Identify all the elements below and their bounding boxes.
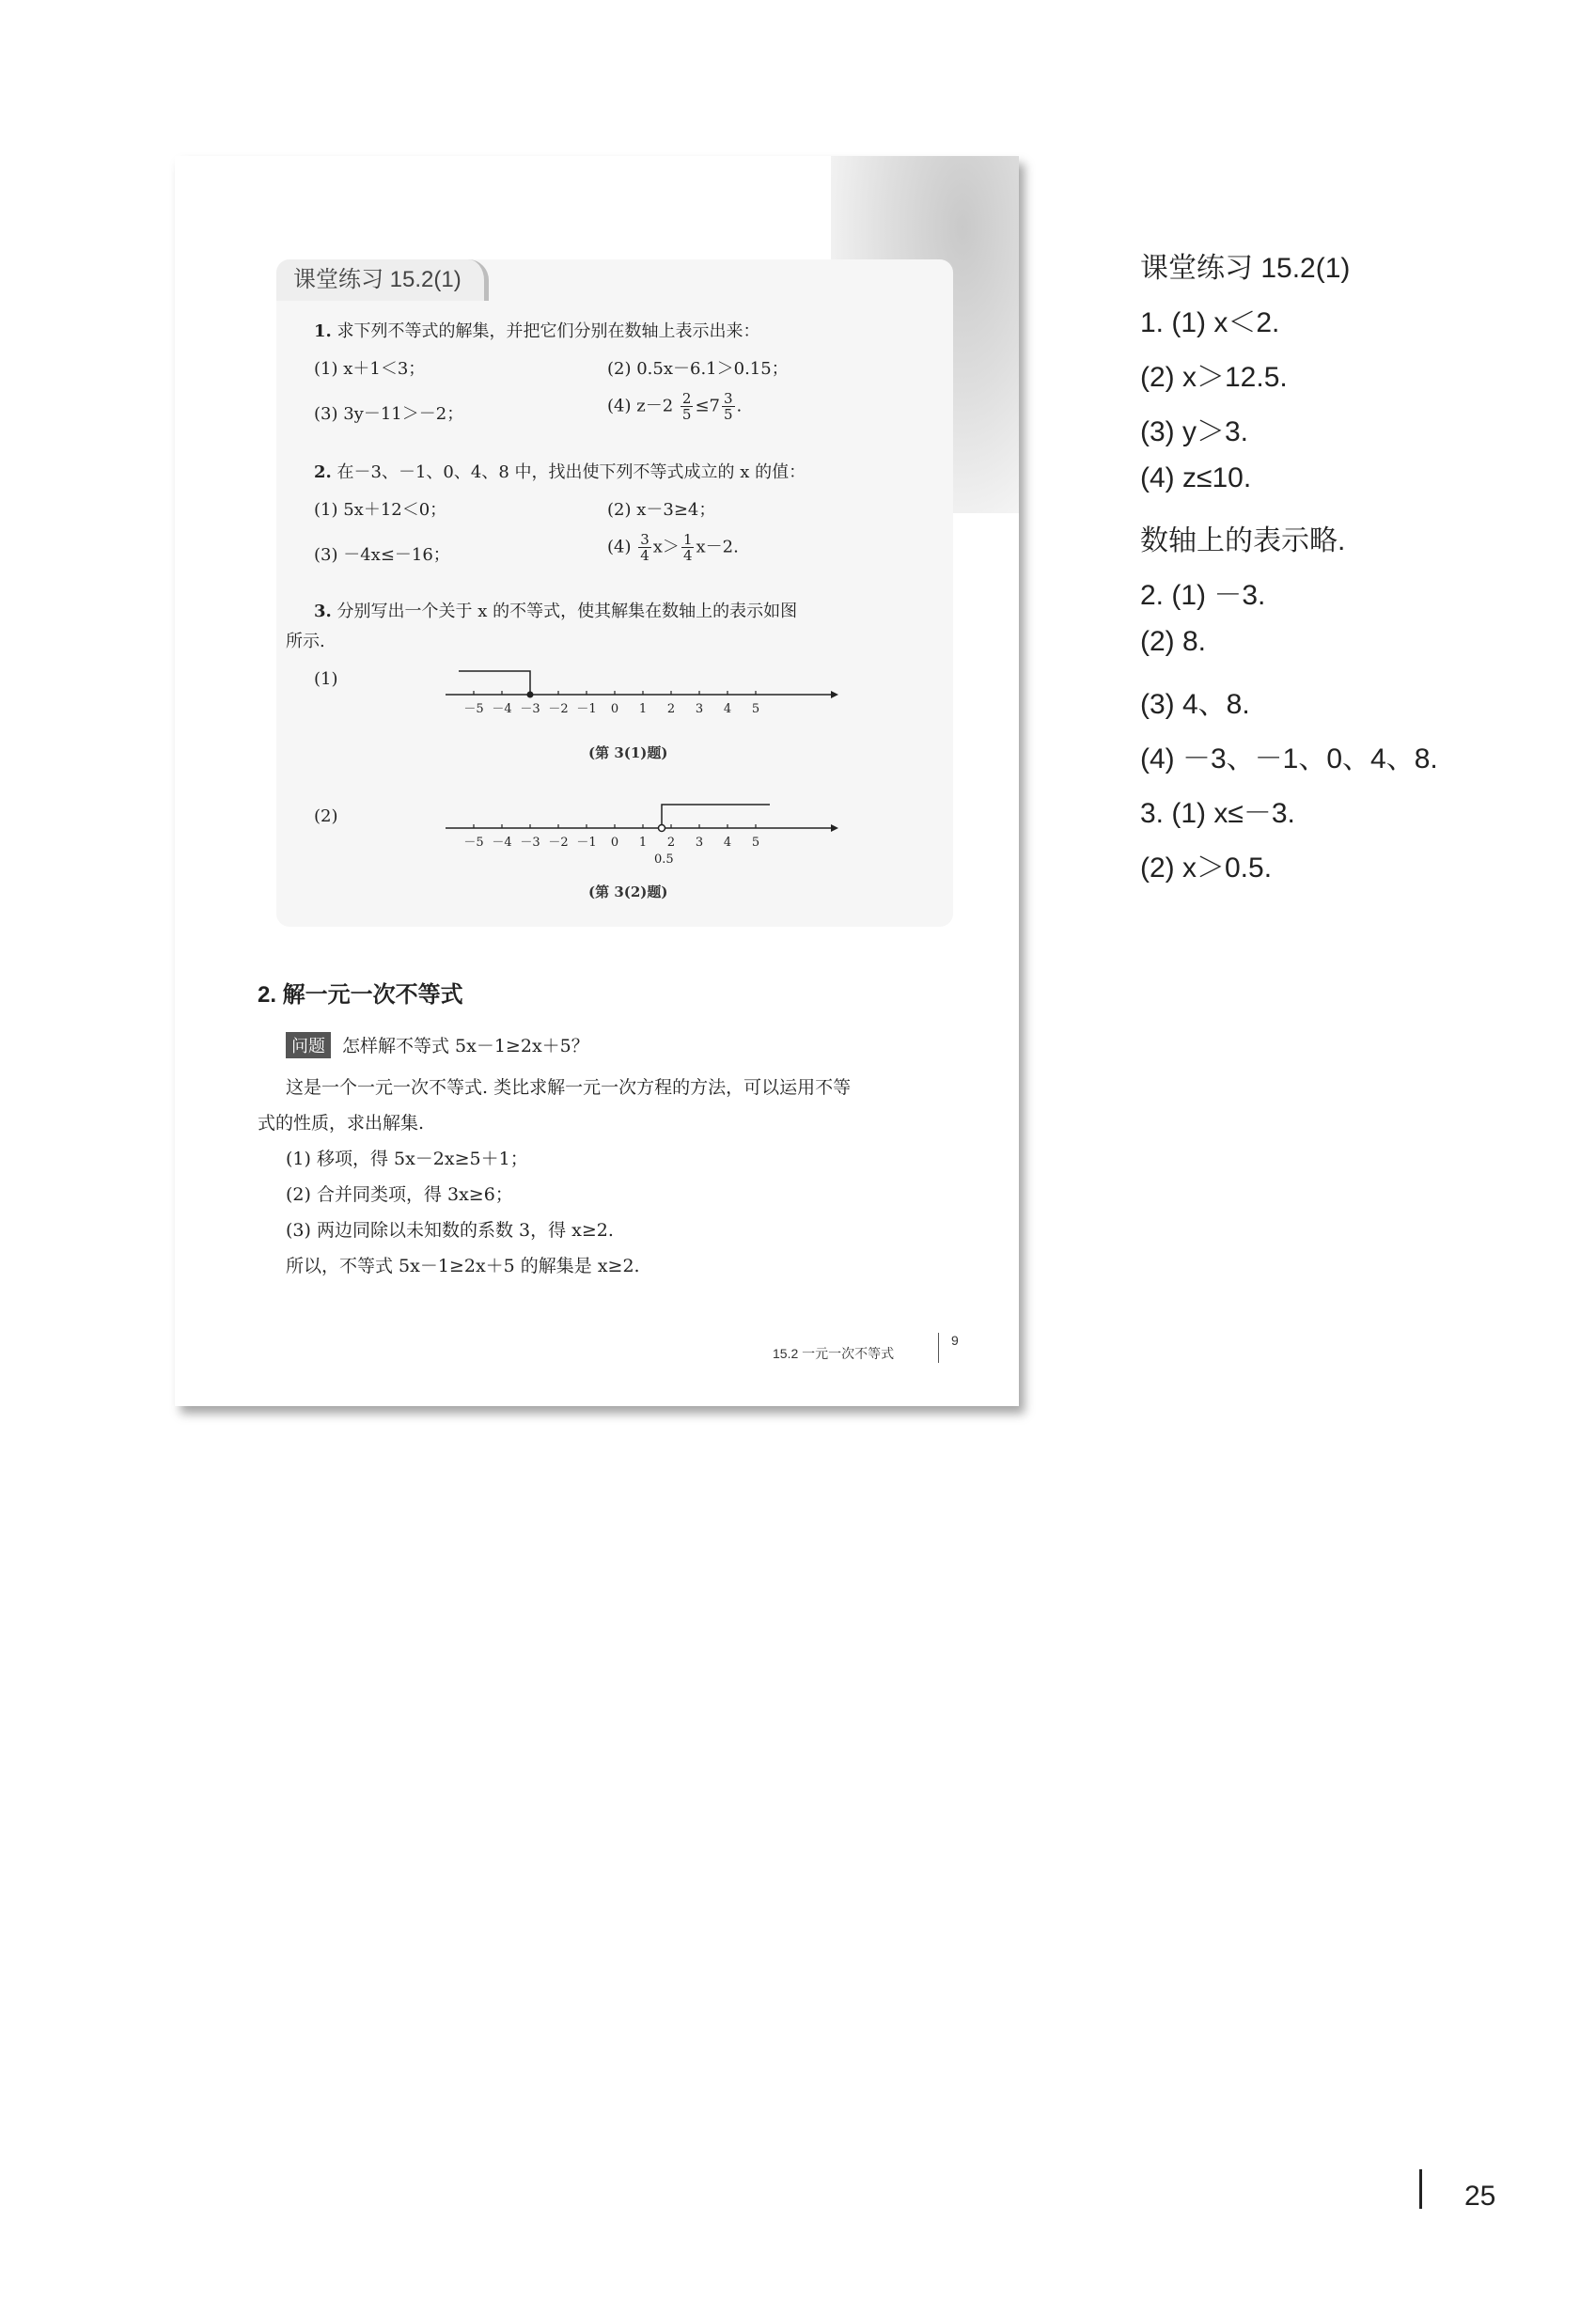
tick-label: 2	[666, 702, 676, 716]
q1-c: (3) 3y－11＞－2；	[314, 404, 464, 424]
textbook-page-scan	[175, 156, 1019, 1406]
problem-line: 问题 怎样解不等式 5x－1≥2x＋5？	[286, 1032, 589, 1058]
answer-line: (3) 4、8.	[1140, 689, 1250, 720]
q3-label-2: (2)	[314, 806, 338, 826]
q2-b: (2) x－3≥4；	[607, 500, 716, 520]
tick-label: －1	[576, 836, 597, 850]
footer-divider	[938, 1333, 939, 1363]
footer-page: 9	[951, 1333, 959, 1348]
open-endpoint-marker	[659, 825, 665, 832]
answer-line: (4) －3、－1、0、4、8.	[1140, 743, 1438, 774]
tick-label: －1	[576, 702, 597, 716]
tick-label: －2	[548, 836, 569, 850]
step-1: (1) 移项，得 5x－2x≥5＋1；	[286, 1149, 528, 1169]
tick-label: －3	[520, 836, 540, 850]
tick-label: 1	[638, 702, 648, 716]
answers-title: 课堂练习 15.2(1)	[1140, 253, 1351, 284]
q1-d: (4) z－2 $\frac{2}{5}$ ≤7 $\frac{3}{5}$ .	[607, 390, 743, 423]
tick-label: －5	[463, 836, 484, 850]
q3-stem: 3. 分别写出一个关于 x 的不等式，使其解集在数轴上的表示如图	[314, 602, 798, 621]
tick-label: 4	[723, 836, 732, 850]
answer-line: 数轴上的表示略.	[1140, 525, 1346, 556]
tick-label: －2	[548, 702, 569, 716]
tick-label: －4	[492, 836, 512, 850]
number-line-2	[446, 797, 840, 872]
tick-label: 0	[610, 836, 619, 850]
tick-label: －3	[520, 702, 540, 716]
section-title: 2. 解一元一次不等式	[258, 982, 463, 1008]
answer-line: 2. (1) －3.	[1140, 580, 1266, 611]
tick-label: －4	[492, 702, 512, 716]
answer-line: (4) z≤10.	[1140, 462, 1252, 493]
step-3: (3) 两边同除以未知数的系数 3，得 x≥2.	[286, 1220, 614, 1241]
tick-label: 3	[695, 702, 704, 716]
caption-q3-2: (第 3(2)题)	[588, 884, 668, 900]
answer-line: (2) x＞0.5.	[1140, 852, 1273, 884]
q2-a: (1) 5x＋12＜0；	[314, 500, 447, 520]
q1-a: (1) x＋1＜3；	[314, 359, 426, 379]
answer-line: 1. (1) x＜2.	[1140, 307, 1280, 338]
paragraph-1-cont: 式的性质，求出解集.	[258, 1113, 425, 1134]
page	[26, 26, 1568, 2292]
tick-label: 2	[666, 836, 676, 850]
q1-b: (2) 0.5x－6.1＞0.15；	[607, 359, 789, 379]
q2-stem: 2. 在－3、－1、0、4、8 中，找出使下列不等式成立的 x 的值：	[314, 462, 806, 482]
step-2: (2) 合并同类项，得 3x≥6；	[286, 1184, 513, 1205]
conclusion: 所以，不等式 5x－1≥2x＋5 的解集是 x≥2.	[286, 1256, 640, 1276]
paragraph-1: 这是一个一元一次不等式. 类比求解一元一次方程的方法，可以运用不等	[286, 1077, 852, 1098]
q3-label-1: (1)	[314, 669, 338, 689]
tick-label: 3	[695, 836, 704, 850]
problem-tag: 问题	[286, 1032, 331, 1058]
q2-c: (3) －4x≤－16；	[314, 545, 450, 565]
page-number-bar	[1419, 2169, 1422, 2209]
tick-label: 0	[610, 702, 619, 716]
answer-line: (2) x＞12.5.	[1140, 362, 1288, 393]
footer-section: 15.2 一元一次不等式	[773, 1346, 895, 1361]
practice-tab: 课堂练习 15.2(1)	[276, 259, 489, 301]
answer-line: (3) y＞3.	[1140, 416, 1249, 447]
answer-line: 3. (1) x≤－3.	[1140, 798, 1295, 829]
tick-label: 5	[751, 702, 760, 716]
tick-label: 1	[638, 836, 648, 850]
tick-label-0.5: 0.5	[654, 852, 674, 867]
caption-q3-1: (第 3(1)题)	[588, 744, 668, 761]
practice-panel	[276, 259, 953, 927]
tick-label: －5	[463, 702, 484, 716]
tick-label: 4	[723, 702, 732, 716]
number-line-1	[446, 664, 840, 729]
page-number: 25	[1464, 2181, 1496, 2212]
q2-d: (4) $\frac{3}{4}$ x＞ $\frac{1}{4}$ x－2.	[607, 531, 739, 564]
closed-endpoint-marker	[527, 692, 534, 698]
tick-label: 5	[751, 836, 760, 850]
answer-line: (2) 8.	[1140, 626, 1207, 657]
q1-stem: 1. 求下列不等式的解集，并把它们分别在数轴上表示出来：	[314, 321, 760, 341]
q3-stem-cont: 所示.	[286, 632, 325, 651]
